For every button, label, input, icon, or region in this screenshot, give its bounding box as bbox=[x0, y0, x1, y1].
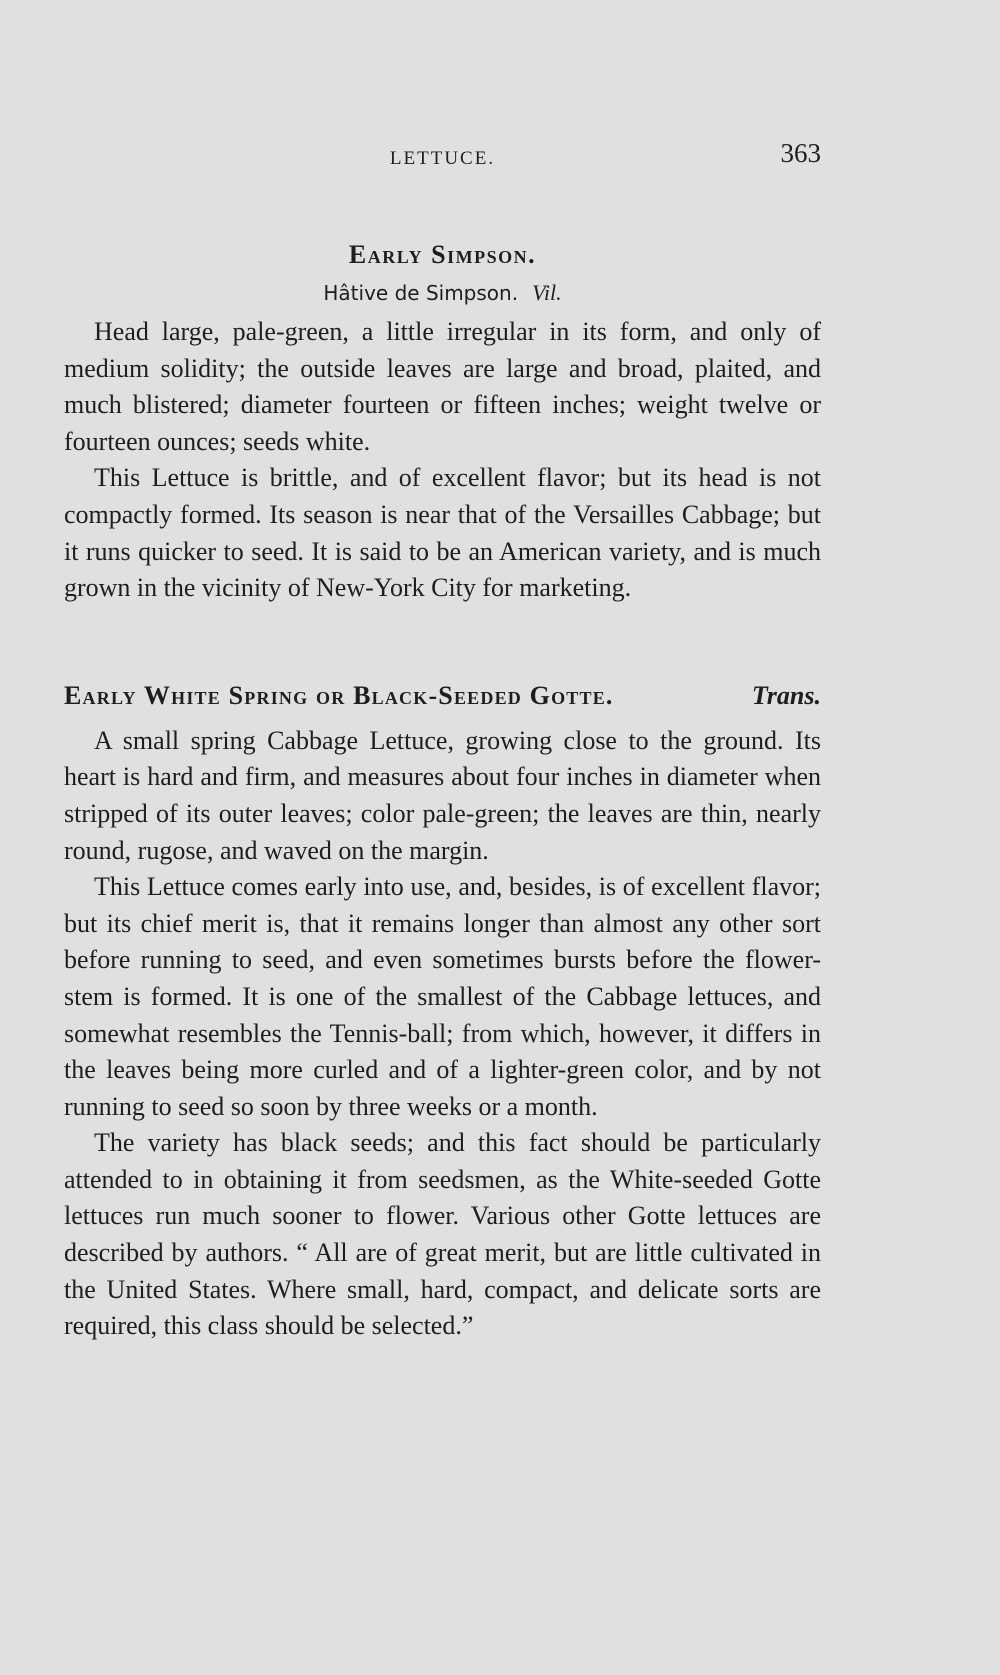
paragraph: The variety has black seeds; and this fact should be particularly attended to in obtaining it from seedsmen, as the White-seeded Gotte lettuces run much sooner to flower. Various other Gotte lettuces are described by authors. “ All are of great merit, but are little cultivated in the United States. Where small, hard, compact, and delicate sorts are required, this class should be selected.” bbox=[64, 1128, 821, 1341]
synonym-name: Hâtive de Simpson. bbox=[323, 281, 519, 305]
running-title: LETTUCE. bbox=[389, 148, 496, 169]
section-heading: Early White Spring or Black-Seeded Gotte. bbox=[64, 680, 614, 710]
paragraph: Head large, pale-green, a little irregular in its form, and only of medium solidity; the outside leaves are large and broad, plaited, and much blistered; diameter fourteen or fifteen inches; weight twelve or fourteen ounces; seeds white. bbox=[64, 317, 821, 456]
section-early-white-spring bbox=[64, 677, 821, 1345]
section-heading-row bbox=[64, 677, 821, 715]
page-number: 363 bbox=[780, 138, 821, 168]
section-early-simpson bbox=[64, 236, 821, 607]
text-block bbox=[64, 236, 821, 1345]
synonym-source: Vil. bbox=[532, 280, 562, 305]
heading-source: Trans. bbox=[751, 680, 821, 710]
section-heading: Early Simpson. bbox=[348, 240, 537, 269]
synonym-line bbox=[64, 274, 821, 312]
running-head bbox=[64, 138, 821, 178]
paragraph: This Lettuce comes early into use, and, besides, is of excellent flavor; but its chief merit is, that it remains longer than almost any other sort before running to seed, and even sometimes bursts before the flower-stem is formed. It is one of the smallest of the Cabbage lettuces, and somewhat resembles the Tennis-ball; from which, however, it differs in the leaves being more curled and of a lighter-green color, and by not running to seed so soon by three weeks or a month. bbox=[64, 872, 821, 1121]
paragraph: This Lettuce is brittle, and of excellent flavor; but its head is not compactly formed. Its season is near that of the Versailles Cabbage; but it runs quicker to seed. It is said to be an American variety, and is much grown in the vicinity of New-York City for marketing. bbox=[64, 463, 821, 603]
paragraph: A small spring Cabbage Lettuce, growing close to the ground. Its heart is hard and firm, and measures about four inches in diameter when stripped of its outer leaves; color pale-green; the leaves are thin, nearly round, rugose, and waved on the margin. bbox=[64, 725, 821, 865]
